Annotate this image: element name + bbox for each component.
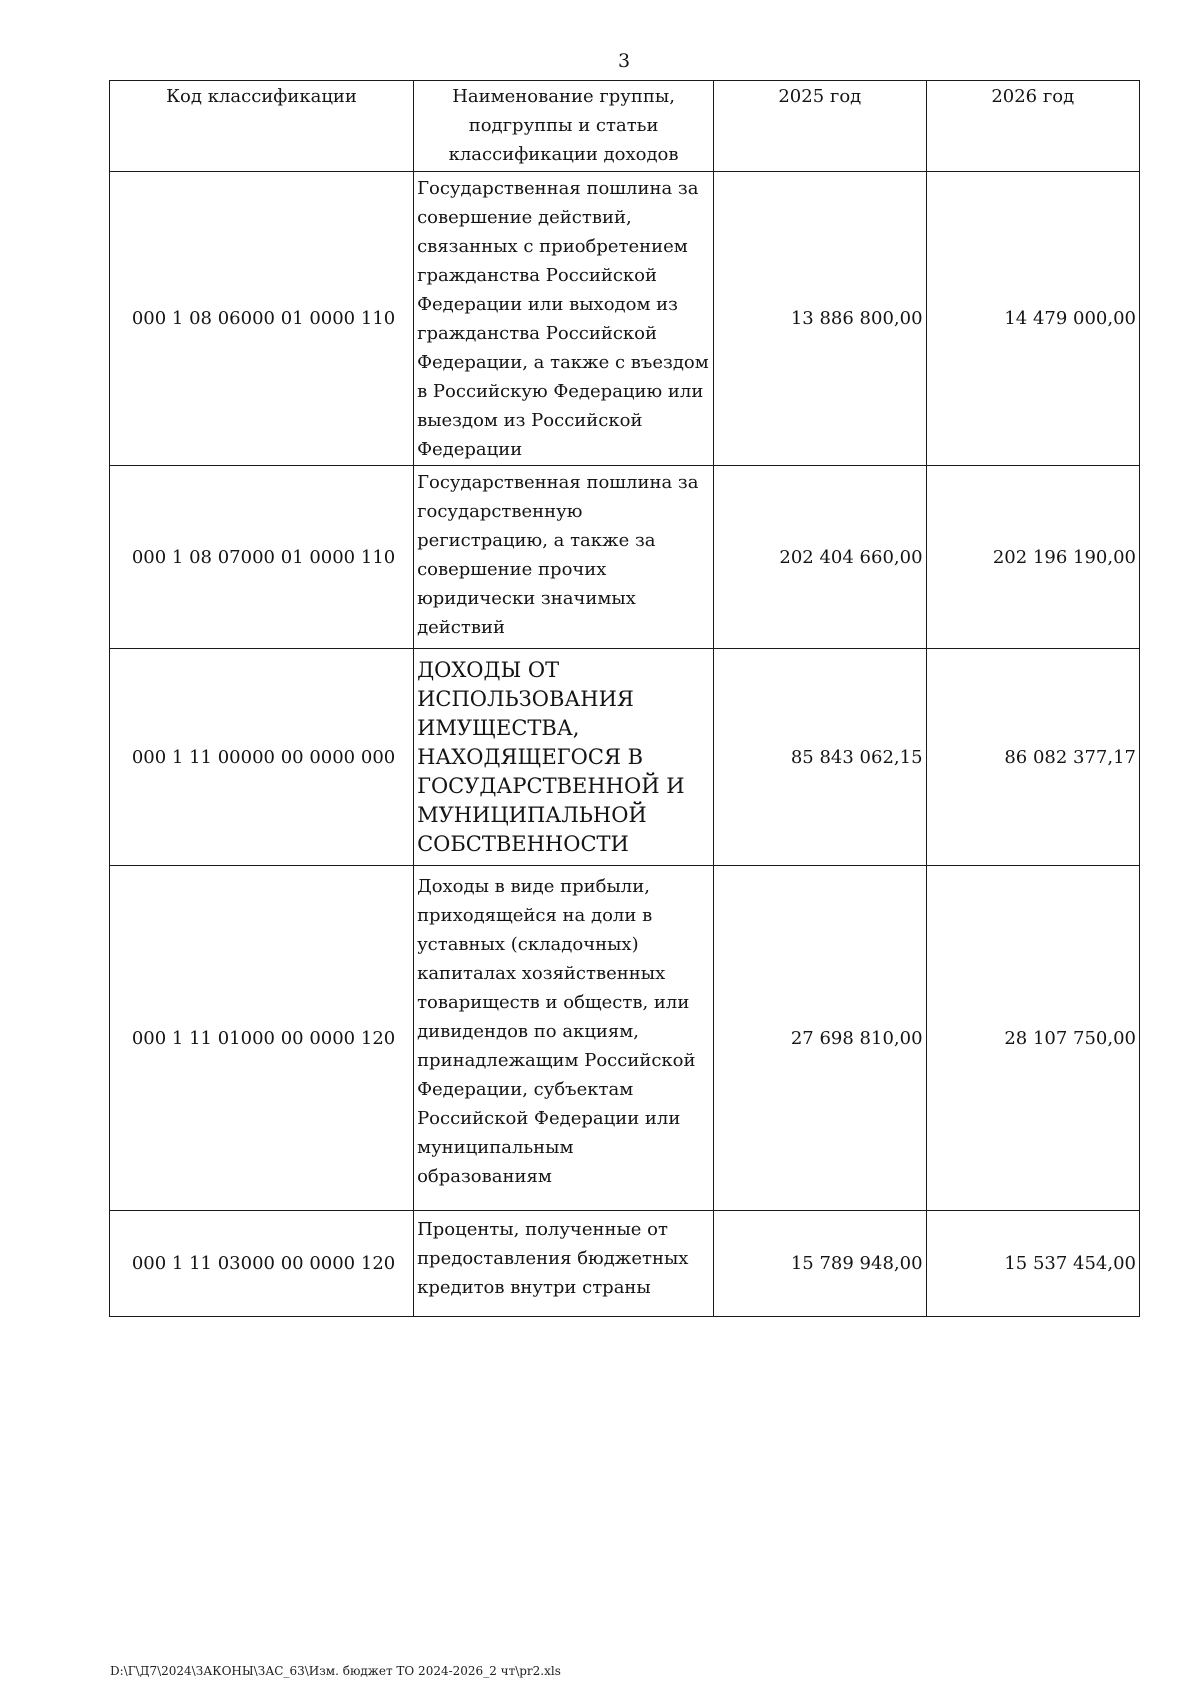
row-name: Доходы в виде прибыли, приходящейся на доли в уставных (складочных) капиталах хозяйственных товариществ и обществ, или дивидендов по акциям, принадлежащим Российской Федерации, субъектам Российской Федерации или муниципальным образованиям — [414, 866, 714, 1211]
table-header-row — [110, 81, 1140, 172]
page-number: 3 — [618, 50, 631, 72]
row-code: 000 1 08 06000 01 0000 110 — [110, 172, 414, 466]
table-row — [110, 1211, 1140, 1317]
row-name: Государственная пошлина за совершение действий, связанных с приобретением гражданства Российской Федерации или выходом из гражданства Российской Федерации, а также с въездом в Российскую Федерацию или выездом из Российской Федерации — [414, 172, 714, 466]
header-code: Код классификации — [110, 81, 414, 172]
row-code: 000 1 11 01000 00 0000 120 — [110, 866, 414, 1211]
table-row — [110, 172, 1140, 466]
row-name: Проценты, полученные от предоставления бюджетных кредитов внутри страны — [414, 1211, 714, 1317]
row-amount-2026: 202 196 190,00 — [926, 466, 1139, 649]
row-code: 000 1 11 00000 00 0000 000 — [110, 649, 414, 866]
table-row — [110, 649, 1140, 866]
row-amount-2025: 85 843 062,15 — [714, 649, 926, 866]
row-amount-2026: 28 107 750,00 — [926, 866, 1139, 1211]
row-amount-2026: 15 537 454,00 — [926, 1211, 1139, 1317]
table-row — [110, 466, 1140, 649]
row-amount-2026: 86 082 377,17 — [926, 649, 1139, 866]
row-amount-2025: 13 886 800,00 — [714, 172, 926, 466]
header-year-2026: 2026 год — [926, 81, 1139, 172]
row-amount-2025: 27 698 810,00 — [714, 866, 926, 1211]
row-amount-2026: 14 479 000,00 — [926, 172, 1139, 466]
row-amount-2025: 15 789 948,00 — [714, 1211, 926, 1317]
revenue-classification-table — [109, 80, 1140, 1317]
table-row — [110, 866, 1140, 1211]
row-amount-2025: 202 404 660,00 — [714, 466, 926, 649]
file-path-footer: D:\Г\Д7\2024\ЗАКОНЫ\ЗАС_63\Изм. бюджет ТО 2024-2026_2 чт\pr2.xls — [110, 1664, 561, 1678]
row-code: 000 1 08 07000 01 0000 110 — [110, 466, 414, 649]
header-year-2025: 2025 год — [714, 81, 926, 172]
header-name: Наименование группы, подгруппы и статьи классификации доходов — [414, 81, 714, 172]
row-code: 000 1 11 03000 00 0000 120 — [110, 1211, 414, 1317]
row-name: ДОХОДЫ ОТ ИСПОЛЬЗОВАНИЯ ИМУЩЕСТВА, НАХОДЯЩЕГОСЯ В ГОСУДАРСТВЕННОЙ И МУНИЦИПАЛЬНОЙ СОБСТВЕННОСТИ — [414, 649, 714, 866]
row-name: Государственная пошлина за государственную регистрацию, а также за совершение прочих юридически значимых действий — [414, 466, 714, 649]
